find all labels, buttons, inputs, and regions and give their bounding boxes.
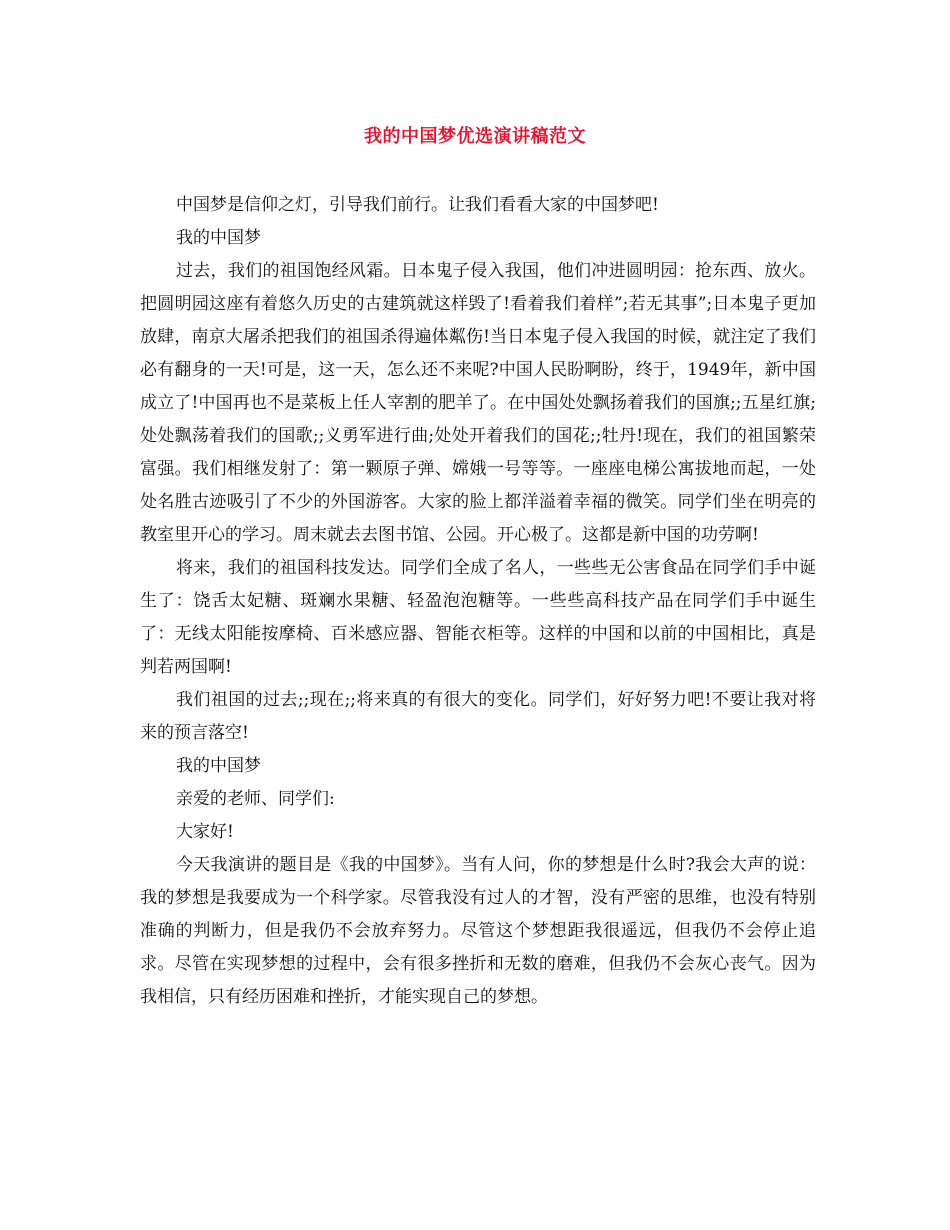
paragraph-greeting: 大家好! (176, 822, 234, 842)
section-heading-1: 我的中国梦 (176, 228, 261, 248)
paragraph-future: 将来，我们的祖国科技发达。同学们全成了名人，一些些无公害食品在同学们手中诞生了：饶舌太妃糖、斑斓水果糖、轻盈泡泡糖等。一些些高科技产品在同学们手中诞生了：无线太阳能按摩椅、百米感应器、智能衣柜等。这样的中国和以前的中国相比，真是判若两国啊! (140, 558, 816, 677)
paragraph-conclusion: 我们祖国的过去;;现在;;将来真的有很大的变化。同学们，好好努力吧!不要让我对将来的预言落空! (140, 690, 816, 743)
paragraph-speech: 今天我演讲的题目是《我的中国梦》。当有人问，你的梦想是什么时?我会大声的说：我的梦想是我要成为一个科学家。尽管我没有过人的才智，没有严密的思维，也没有特别准确的判断力，但是我仍不会放弃努力。尽管这个梦想距我很遥远，但我仍不会停止追求。尽管在实现梦想的过程中，会有很多挫折和无数的磨难，但我仍不会灰心丧气。因为我相信，只有经历困难和挫折，才能实现自己的梦想。 (140, 855, 816, 1007)
document-title: 我的中国梦优选演讲稿范文 (364, 126, 586, 147)
document-body (140, 189, 816, 1014)
section-heading-2: 我的中国梦 (176, 756, 261, 776)
paragraph-salutation: 亲爱的老师、同学们: (176, 789, 335, 809)
paragraph-intro: 中国梦是信仰之灯，引导我们前行。让我们看看大家的中国梦吧! (176, 195, 659, 215)
paragraph-past: 过去，我们的祖国饱经风霜。日本鬼子侵入我国，他们冲进圆明园：抢东西、放火。把圆明园这座有着悠久历史的古建筑就这样毁了!看着我们着样”;若无其事”;日本鬼子更加放肆，南京大屠杀把我们的祖国杀得遍体粼伤!当日本鬼子侵入我国的时候，就注定了我们必有翻身的一天!可是，这一天，怎么还不来呢?中国人民盼啊盼，终于，1949年，新中国成立了!中国再也不是菜板上任人宰割的肥羊了。在中国处处飘扬着我们的国旗;;五星红旗;处处飘荡着我们的国歌;;义勇军进行曲;处处开着我们的国花;;牡丹!现在，我们的祖国繁荣富强。我们相继发射了：第一颗原子弹、嫦娥一号等等。一座座电梯公寓拔地而起，一处处名胜古迹吸引了不少的外国游客。大家的脸上都洋溢着幸福的微笑。同学们坐在明亮的教室里开心的学习。周末就去去图书馆、公园。开心极了。这都是新中国的功劳啊! (140, 261, 816, 545)
